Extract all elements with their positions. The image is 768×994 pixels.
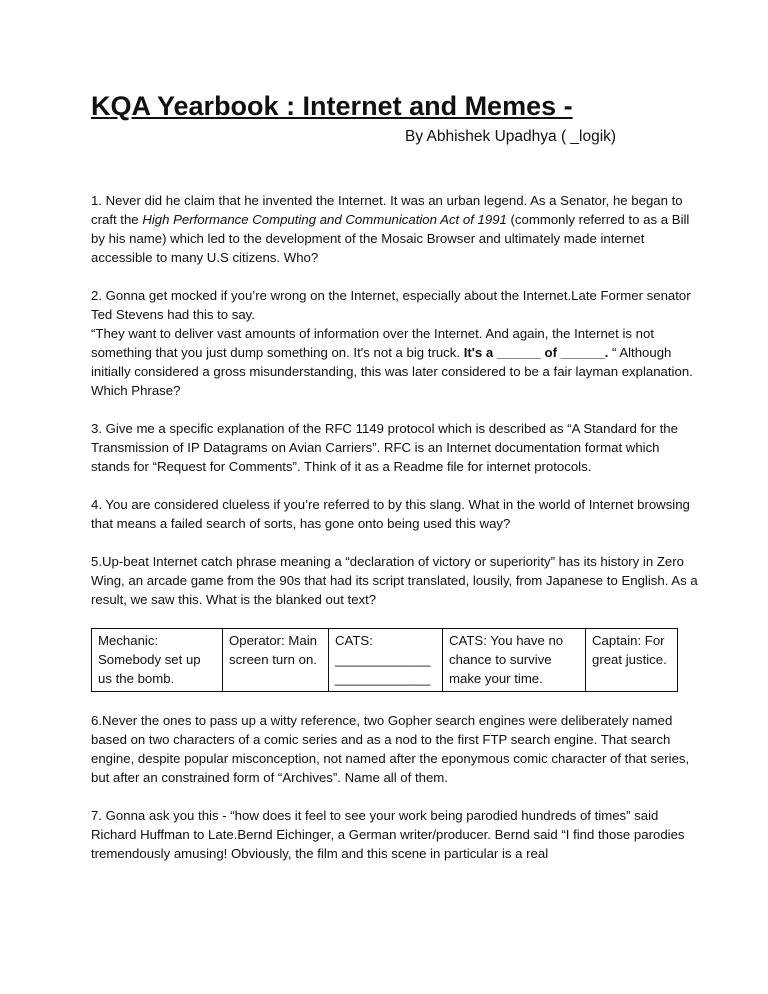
question-4: 4. You are considered clueless if you’re referred to by this slang. What in the world of Internet browsing that means a failed search of sorts, has gone onto being used this way? bbox=[91, 497, 690, 531]
table-cell-captain: Captain: For great justice. bbox=[586, 629, 678, 692]
question-2-blank-phrase: It's a ______ of ______. bbox=[463, 345, 609, 360]
question-2-intro: 2. Gonna get mocked if you’re wrong on the Internet, especially about the Internet.Late Former senator Ted Stevens had this to say. bbox=[91, 288, 691, 322]
question-1-text-b: (commonly referred to as a Bill by his name) which led to the development of the Mosaic Browser and ultimately made internet accessible to many U.S citizens. Who? bbox=[91, 212, 690, 265]
question-1-act-title: High Performance Computing and Communication Act of 1991 bbox=[142, 212, 507, 227]
zero-wing-dialogue-table bbox=[91, 628, 678, 692]
table-cell-cats-blank: CATS: _____________ _____________ bbox=[329, 629, 443, 692]
page-title: KQA Yearbook : Internet and Memes - bbox=[91, 91, 573, 121]
table-cell-operator: Operator: Main screen turn on. bbox=[223, 629, 329, 692]
document-page bbox=[91, 88, 701, 863]
question-1 bbox=[91, 191, 701, 267]
question-2 bbox=[91, 286, 701, 400]
question-2-quote: “They want to deliver vast amounts of information over the Internet. And again, the Internet is not something that you just dump something on. It's not a big truck. bbox=[91, 326, 654, 360]
question-2-outro: “ Although initially considered a gross misunderstanding, this was later considered to be a fair layman explanation. Which Phrase? bbox=[91, 345, 693, 398]
question-5: 5.Up-beat Internet catch phrase meaning a “declaration of victory or superiority” has its history in Zero Wing, an arcade game from the 90s that had its script translated, lousily, from Japanese to English. As a result, we saw this. What is the blanked out text? bbox=[91, 554, 698, 607]
question-1-text-a: 1. Never did he claim that he invented the Internet. It was an urban legend. As a Senator, he began to craft the bbox=[91, 193, 683, 227]
table-cell-cats: CATS: You have no chance to survive make your time. bbox=[443, 629, 586, 692]
question-7: 7. Gonna ask you this - “how does it feel to see your work being parodied hundreds of times” said Richard Huffman to Late.Bernd Eichinger, a German writer/producer. Bernd said “I find those parodies tremendously amusing! Obviously, the film and this scene in particular is a real bbox=[91, 808, 685, 861]
author-byline: By Abhishek Upadhya ( _logik) bbox=[405, 128, 617, 145]
table-cell-mechanic: Mechanic: Somebody set up us the bomb. bbox=[92, 629, 223, 692]
table-row bbox=[92, 629, 678, 692]
question-3: 3. Give me a specific explanation of the RFC 1149 protocol which is described as “A Standard for the Transmission of IP Datagrams on Avian Carriers”. RFC is an Internet documentation format which stands for “Request for Comments”. Think of it as a Readme file for internet protocols. bbox=[91, 421, 678, 474]
question-6: 6.Never the ones to pass up a witty reference, two Gopher search engines were deliberately named based on two characters of a comic series and as a nod to the first FTP search engine. That search engine, despite popular misconception, not named after the eponymous comic character of that series, but after an constrained form of “Archives”. Name all of them. bbox=[91, 713, 690, 785]
